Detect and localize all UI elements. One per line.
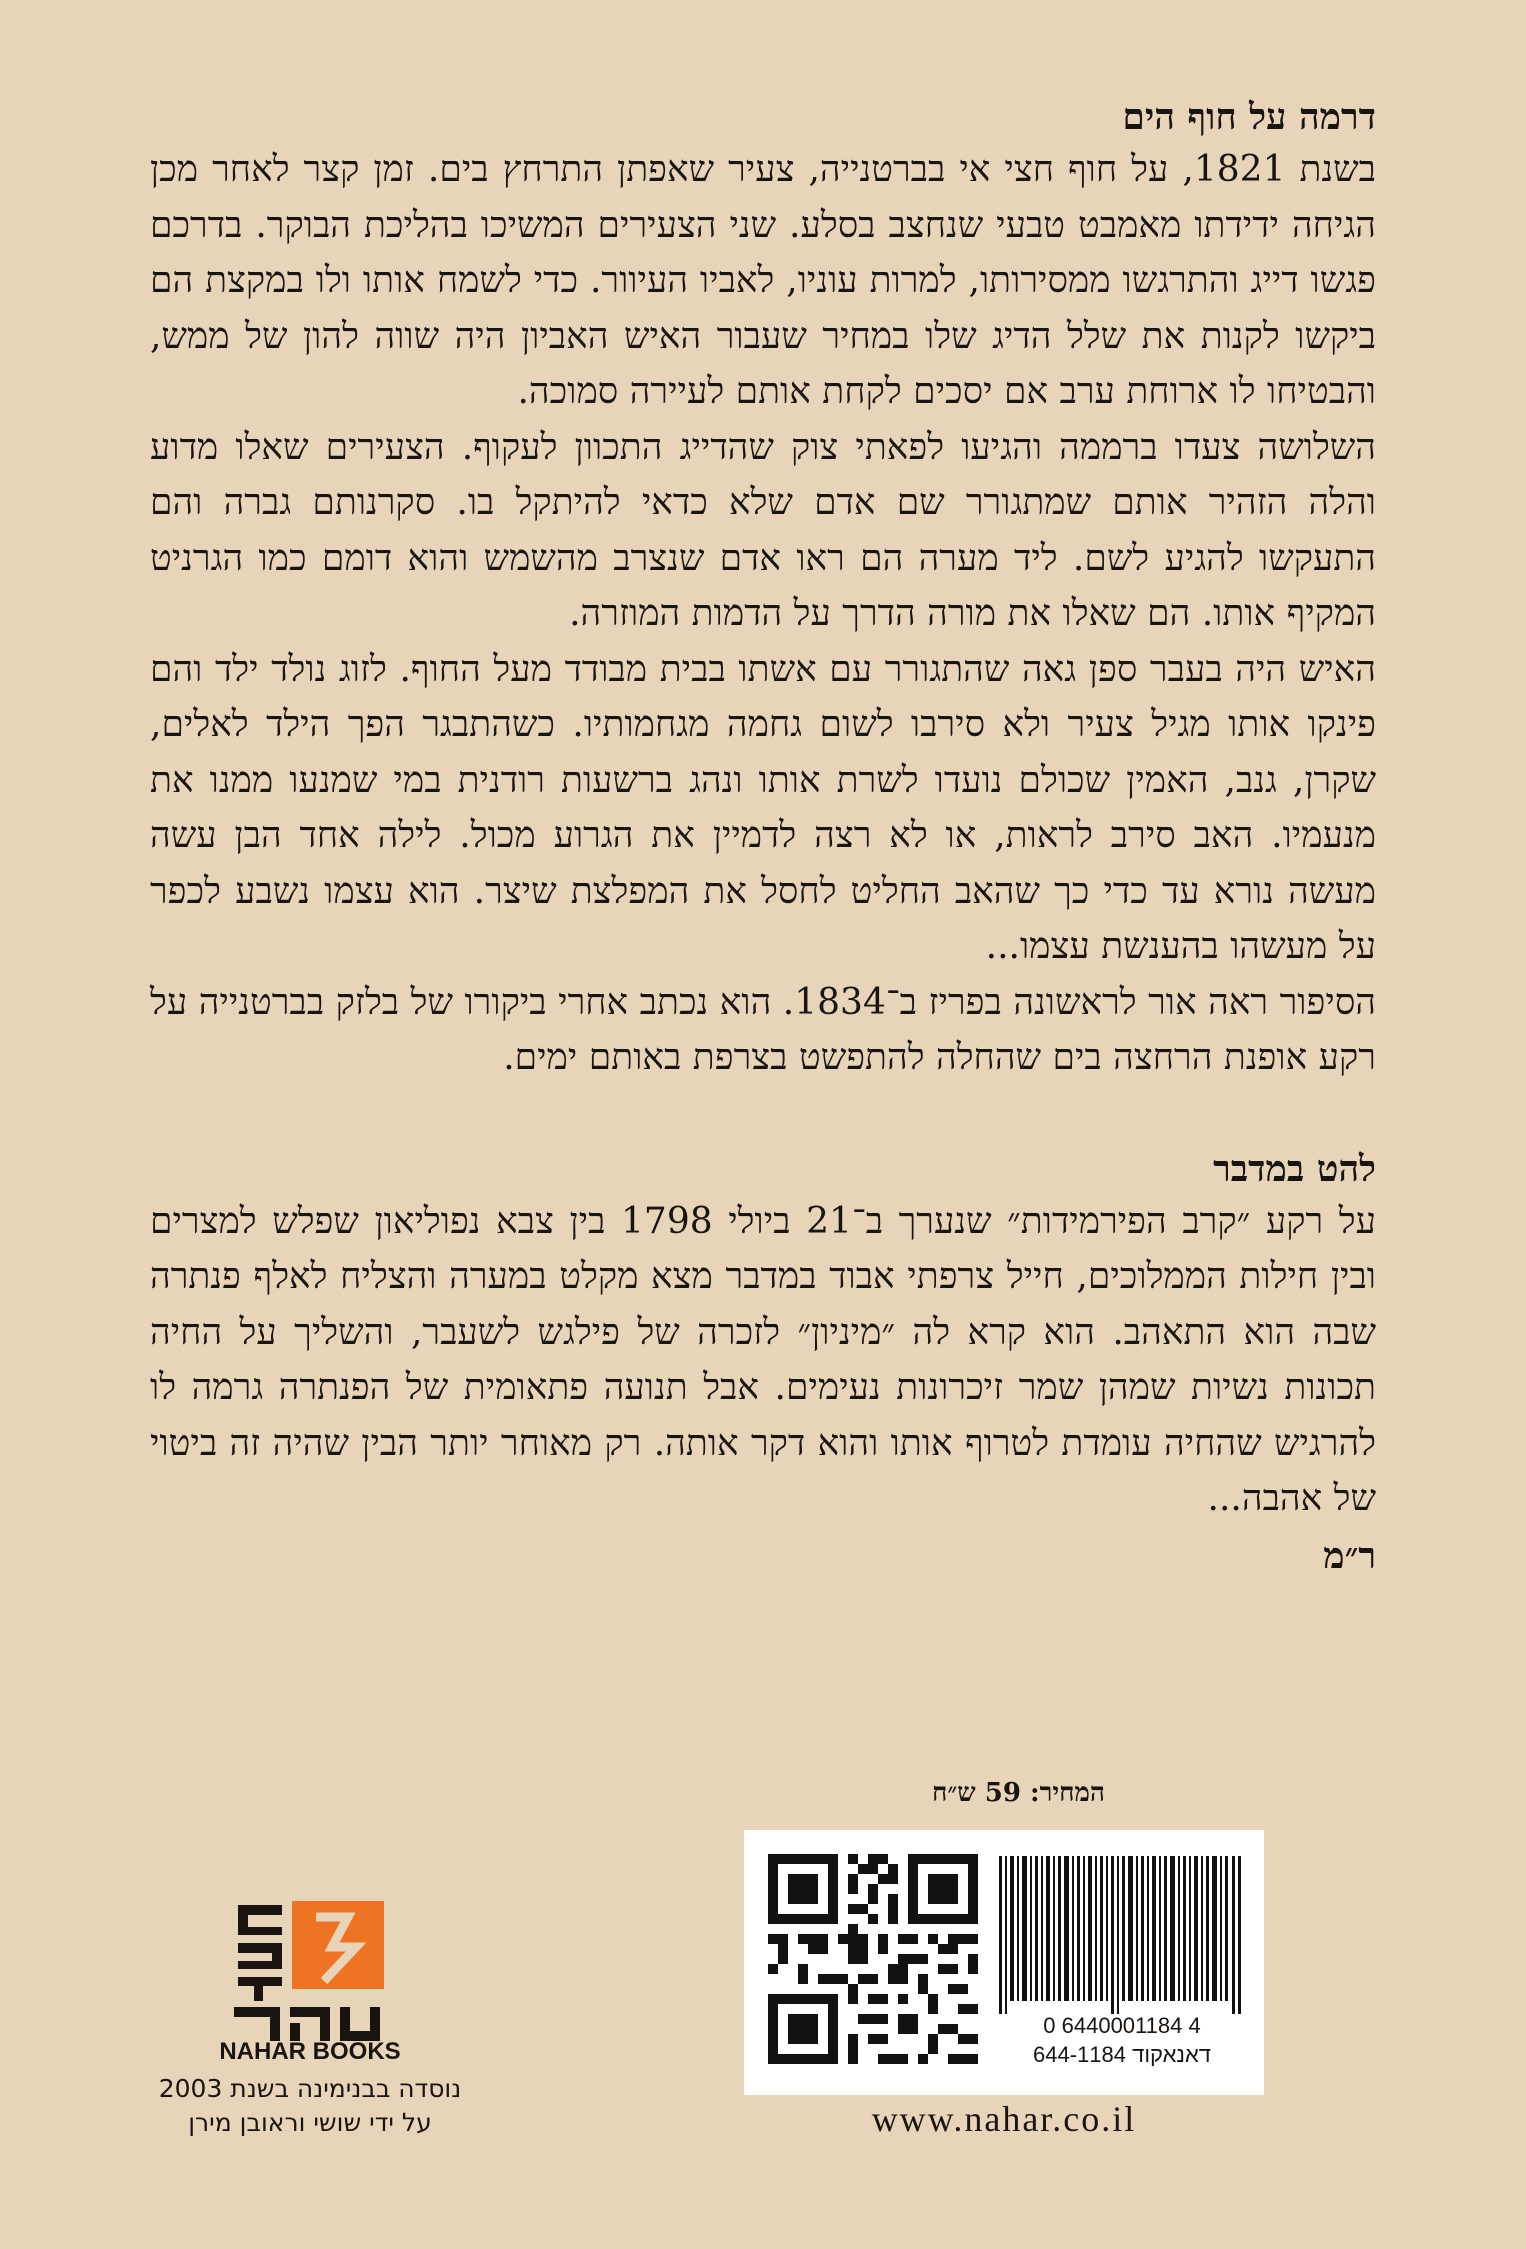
section-title: להט במדבר [1213, 1147, 1376, 1190]
publisher-founded: נוסדה בבנימינה בשנת 2003 [158, 2074, 462, 2103]
paragraph: בשנת 1821, על חוף חצי אי בברטנייה, צעיר שאפתן התרחץ בים. זמן קצר לאחר מכן הגיחה ידידתו מאמבט טבעי שנחצב בסלע. שני הצעירים המשיכו בהליכת הבוקר. בדרכם פגשו דייג והתרגשו ממסירותו, למרות עוניו, לאביו העיוור. כדי לשמח אותו ולו במקצת הם ביקשו לקנות את שלל הדיג שלו במחיר שעבור האיש האביון היה שווה להון של ממש, והבטיחו לו ארוחת ערב אם יסכים לקחת אותם לעיירה סמוכה. [150, 149, 1376, 412]
paragraph: האיש היה בעבר ספן גאה שהתגורר עם אשתו בבית מבודד מעל החוף. לזוג נולד ילד והם פינקו אותו מגיל צעיר ולא סירבו לשום גחמה מגחמותיו. כשהתבגר הפך הילד לאלים, שקרן, גנב, האמין שכולם נועדו לשרת אותו ונהג ברשעות רודנית במי שמנעו ממנו את מנעמיו. האב סירב לראות, או לא רצה לדמיין את הגרוע מכול. לילה אחד הבן עשה מעשה נורא עד כדי כך שהאב החליט לחסל את המפלצת שיצר. הוא עצמו נשבע לכפר על מעשהו בהענשת עצמו... [150, 648, 1376, 967]
nahar-books-logo-icon [220, 1895, 400, 2045]
website-url: www.nahar.co.il [871, 2099, 1137, 2139]
publisher-founders: על ידי שושי וראובן מירן [188, 2108, 432, 2137]
back-cover-text [150, 92, 1376, 1581]
price-label: המחיר: 59 ש״ח [932, 1778, 1105, 1808]
barcode-icon [999, 1856, 1244, 2014]
barcode-panel [744, 1830, 1264, 2095]
author-signature: ר״מ [1323, 1534, 1376, 1577]
paragraph: השלושה צעדו ברממה והגיעו לפאתי צוק שהדייג התכוון לעקוף. הצעירים שאלו מדוע והלה הזהיר אותם שמתגורר שם אדם שלא כדאי להיתקל בו. סקרנותם גברה והם התעקשו להגיע לשם. ליד מערה הם ראו אדם שנצרב מהשמש והוא דומם כמו הגרניט המקיף אותו. הם שאלו את מורה הדרך על הדמות המוזרה. [150, 426, 1376, 634]
barcode-number: 0 6440001184 4 [1043, 2013, 1201, 2038]
paragraph: על רקע ״קרב הפירמידות״ שנערך ב־21 ביולי 1798 בין צבא נפוליאון שפלש למצרים ובין חילות הממלוכים, חייל צרפתי אבוד במדבר מצא מקלט במערה והצליח לאלף פנתרה שבה הוא התאהב. הוא קרא לה ״מיניון״ לזכרה של פילגש לשעבר, והשליך על החיה תכונות נשיות שמהן שמר זיכרונות נעימים. אבל תנועה פתאומית של הפנתרה גרמה לו להרגיש שהחיה עומדת לטרוף אותו והוא דקר אותה. רק מאוחר יותר הבין שהיה זה ביטוי של אהבה... [150, 1200, 1376, 1519]
section-title: דרמה על חוף הים [1122, 96, 1376, 138]
qr-code-icon [768, 1854, 978, 2064]
publisher-name: NAHAR BOOKS [219, 2038, 401, 2065]
danacode-label: דאנאקוד 644-1184 [1033, 2042, 1211, 2067]
paragraph: הסיפור ראה אור לראשונה בפריז ב־1834. הוא נכתב אחרי ביקורו של בלזק בברטנייה על רקע אופנת הרחצה בים שהחלה להתפשט בצרפת באותם ימים. [150, 981, 1377, 1078]
